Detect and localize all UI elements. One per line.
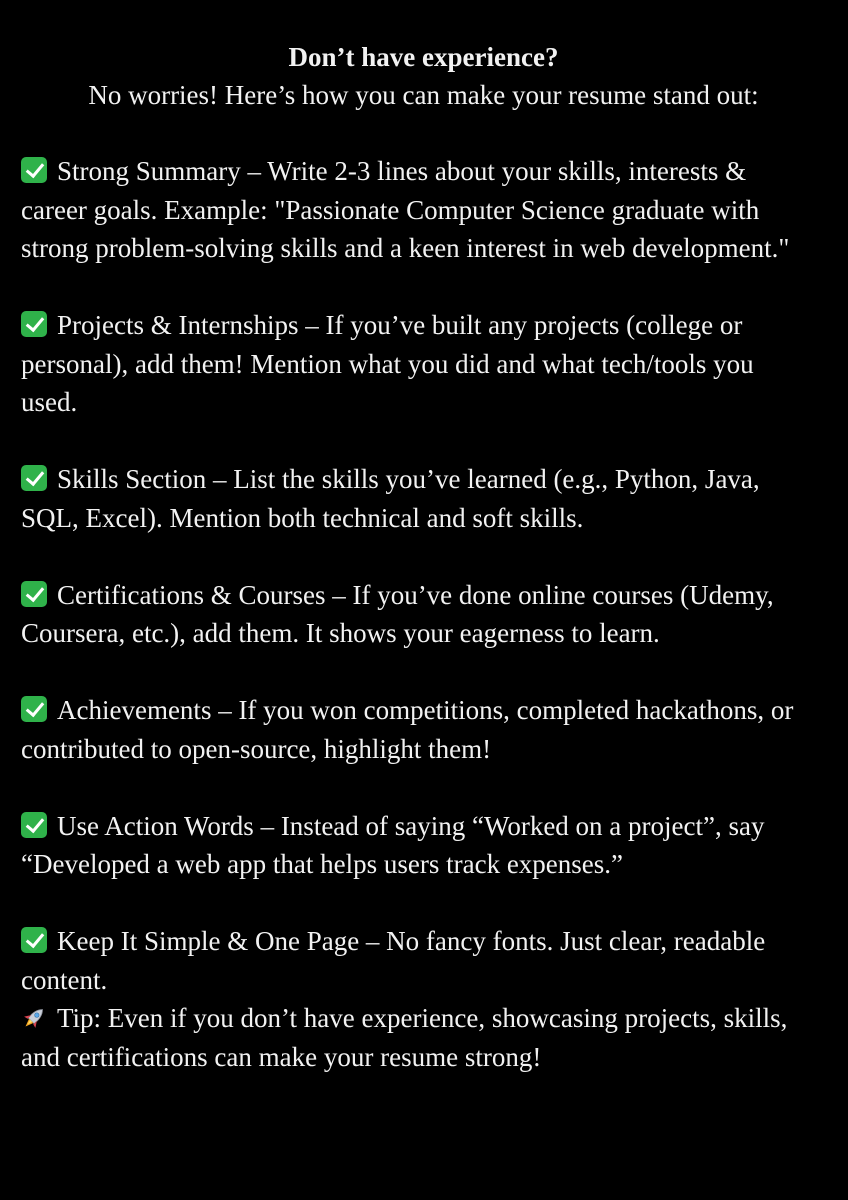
tip-projects-internships [21, 306, 814, 422]
check-mark-icon [21, 311, 47, 337]
check-mark-icon [21, 927, 47, 953]
rocket-icon [21, 1005, 47, 1031]
tip-certifications-courses [21, 576, 814, 653]
tip-text: Achievements – If you won competitions, completed hackathons, or contributed to open-source, highlight them! [21, 695, 794, 764]
page-title: Don’t have experience? [288, 42, 559, 72]
tip-skills-section [21, 460, 814, 537]
final-tip-text: Tip: Even if you don’t have experience, showcasing projects, skills, and certifications can make your resume strong! [21, 1003, 788, 1072]
tip-text: Projects & Internships – If you’ve built any projects (college or personal), add them! Mention what you did and what tech/tools you used. [21, 310, 754, 417]
check-mark-icon [21, 157, 47, 183]
check-mark-icon [21, 812, 47, 838]
tip-action-words [21, 807, 814, 884]
tip-text: Strong Summary – Write 2-3 lines about your skills, interests & career goals. Example: "Passionate Computer Science graduate with strong problem-solving skills and a keen interest in web development." [21, 156, 790, 263]
tip-text: Keep It Simple & One Page – No fancy fonts. Just clear, readable content. [21, 926, 766, 995]
tip-keep-it-simple [21, 922, 814, 999]
tip-text: Certifications & Courses – If you’ve done online courses (Udemy, Coursera, etc.), add them. It shows your eagerness to learn. [21, 579, 774, 648]
header [21, 38, 814, 114]
tip-strong-summary [21, 152, 814, 268]
page-subtitle: No worries! Here’s how you can make your resume stand out: [88, 80, 759, 110]
final-tip [21, 999, 814, 1076]
check-mark-icon [21, 581, 47, 607]
tip-text: Skills Section – List the skills you’ve learned (e.g., Python, Java, SQL, Excel). Mention both technical and soft skills. [21, 464, 760, 533]
check-mark-icon [21, 696, 47, 722]
check-mark-icon [21, 465, 47, 491]
tip-text: Use Action Words – Instead of saying “Worked on a project”, say “Developed a web app that helps users track expenses.” [21, 810, 765, 879]
tip-achievements [21, 691, 814, 768]
